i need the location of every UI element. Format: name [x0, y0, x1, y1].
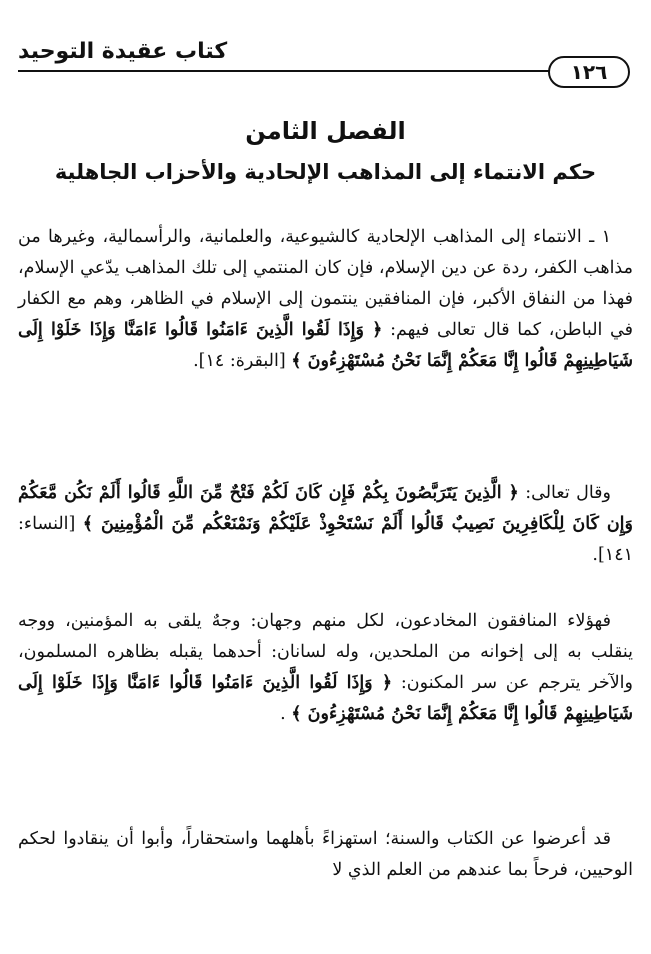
- verse-citation-2: [النساء: ١٤١].: [18, 514, 633, 565]
- paragraph-2-text: وقال تعالى:: [518, 483, 611, 503]
- quran-verse-1: وَإِذَا لَقُوا الَّذِينَ ءَامَنُوا قَالُوا ءَامَنَّا وَإِذَا خَلَوْا إِلَى شَيَاطِينِهِمْ قَالُوا إِنَّا مَعَكُمْ إِنَّمَا نَحْنُ مُسْتَهْزِءُونَ: [18, 320, 633, 371]
- quran-verse-2: الَّذِينَ يَتَرَبَّصُونَ بِكُمْ فَإِن كَانَ لَكُمْ فَتْحٌ مِّنَ اللَّهِ قَالُوا أَلَمْ نَكُن مَّعَكُمْ وَإِن كَانَ لِلْكَافِرِينَ نَصِيبٌ قَالُوا أَلَمْ نَسْتَحْوِذْ عَلَيْكُمْ وَنَمْنَعْكُم مِّنَ الْمُؤْمِنِينَ: [18, 483, 633, 534]
- paragraph-4: [18, 824, 633, 886]
- ornate-bracket-close: ﴾: [291, 704, 302, 724]
- quran-verse-3: وَإِذَا لَقُوا الَّذِينَ ءَامَنُوا قَالُوا ءَامَنَّا وَإِذَا خَلَوْا إِلَى شَيَاطِينِهِمْ قَالُوا إِنَّا مَعَكُمْ إِنَّمَا نَحْنُ مُسْتَهْزِءُونَ: [18, 673, 633, 724]
- chapter-subheading: حكم الانتماء إلى المذاهب الإلحادية والأحزاب الجاهلية: [54, 160, 597, 184]
- ornate-bracket-open: ﴿: [372, 320, 383, 340]
- header-rule: [18, 70, 552, 72]
- ornate-bracket-open: ﴿: [508, 483, 519, 503]
- ornate-bracket-open: ﴿: [381, 673, 393, 693]
- paragraph-1-text: ١ ـ الانتماء إلى المذاهب الإلحادية كالشيوعية، والعلمانية، والرأسمالية، وغيرها من مذاهب الكفر، ردة عن دين الإسلام، فإن كان المنتمي إلى تلك المذاهب يدّعي الإسلام، فهذا من النفاق الأكبر، فإن المنافقين ينتمون إلى الإسلام في الظاهر، وهم مع الكفار في الباطن، كما قال تعالى فيهم:: [18, 227, 634, 340]
- verse-citation-1: [البقرة: ١٤].: [193, 351, 292, 371]
- paragraph-1: [18, 222, 633, 377]
- chapter-heading: الفصل الثامن: [245, 117, 406, 145]
- running-title: كتاب عقيدة التوحيد: [18, 39, 228, 64]
- ornate-bracket-close: ﴾: [82, 514, 94, 534]
- paragraph-2: [18, 478, 633, 571]
- paragraph-3: [18, 606, 633, 730]
- paragraph-3-text: فهؤلاء المنافقون المخادعون، لكل منهم وجهان: وجهٌ يلقى به المؤمنين، ووجه ينقلب به إلى إخوانه من الملحدين، وله لسانان: أحدهما يقبله بظاهره المسلمون، والآخر يترجم عن سر المكنون:: [18, 611, 633, 693]
- paragraph-4-text: قد أعرضوا عن الكتاب والسنة؛ استهزاءً بأهلهما واستحقاراً، وأبوا أن ينقادوا لحكم الوحيين، فرحاً بما عندهم من العلم الذي لا: [18, 829, 633, 880]
- ornate-bracket-close: ﴾: [291, 351, 302, 371]
- verse-citation-3: .: [280, 704, 292, 724]
- page-number-badge: ١٢٦: [548, 56, 630, 88]
